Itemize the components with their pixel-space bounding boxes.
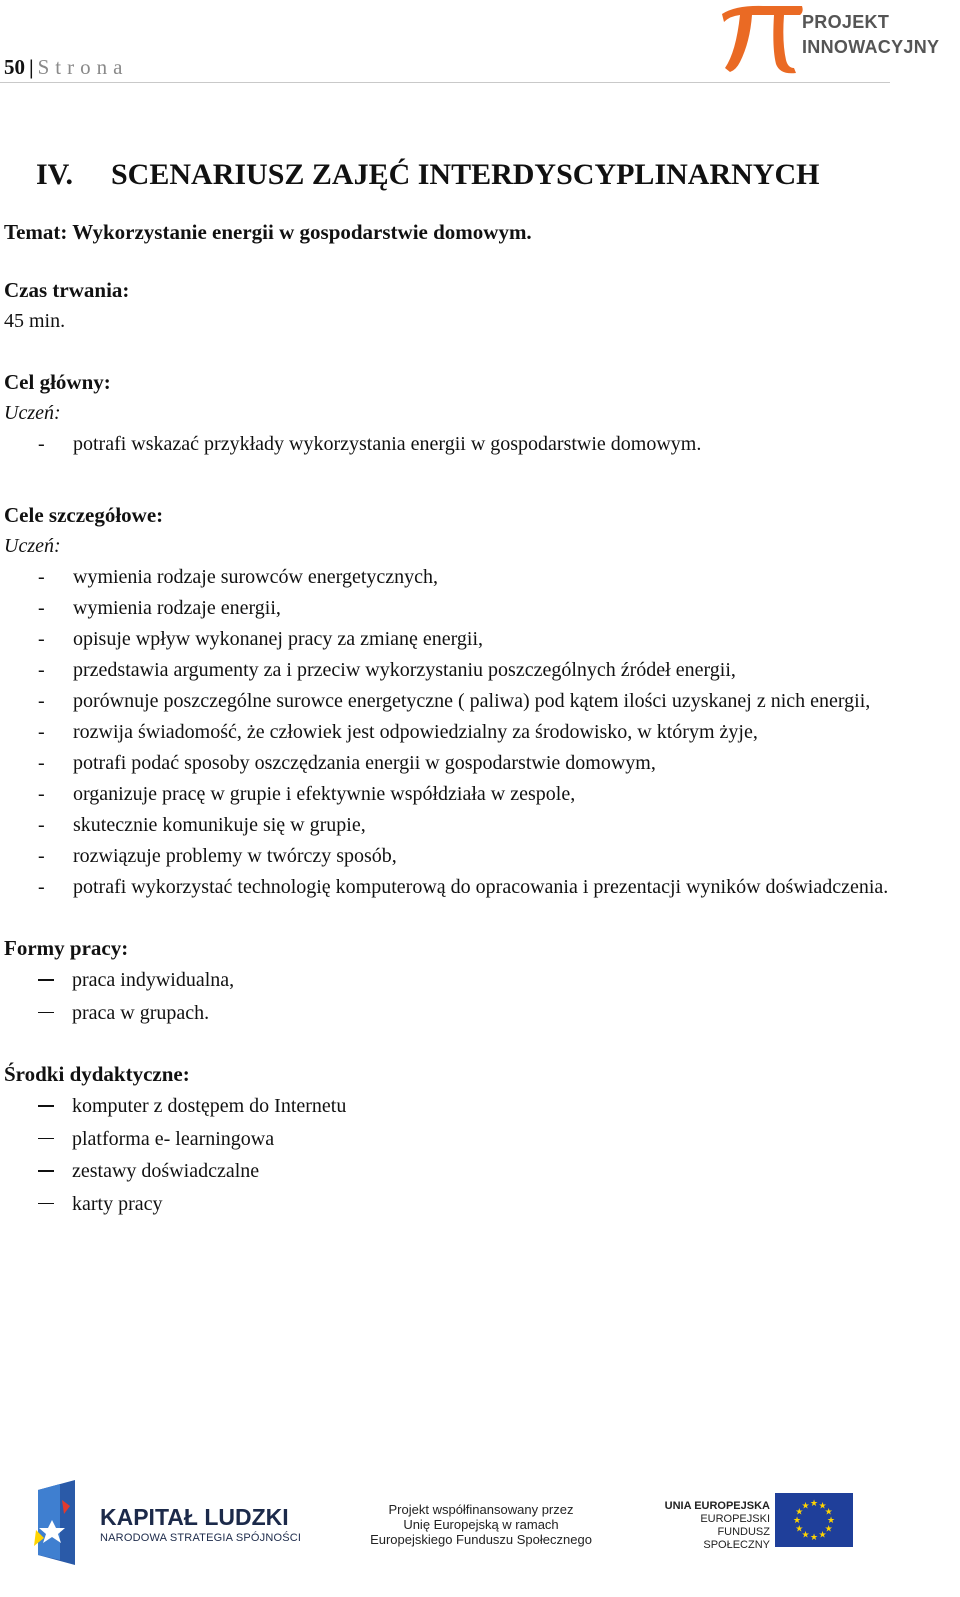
list-item bbox=[4, 810, 894, 841]
header-divider bbox=[0, 82, 890, 83]
list-item bbox=[4, 717, 894, 748]
list-item-text: porównuje poszczególne surowce energetyczne ( paliwa) pod kątem ilości uzyskanej z nich energii, bbox=[73, 690, 871, 712]
list-item-text: praca w grupach. bbox=[72, 1001, 210, 1024]
list-item bbox=[4, 841, 894, 872]
list-item bbox=[4, 1090, 894, 1123]
list-item bbox=[4, 1123, 894, 1156]
duration-value: 45 min. bbox=[4, 310, 66, 332]
kapital-ludzki-subtitle: NARODOWA STRATEGIA SPÓJNOŚCI bbox=[100, 1532, 302, 1544]
page-number-separator: | bbox=[29, 55, 34, 79]
list-item bbox=[4, 748, 894, 779]
cofinance-line-2: Unię Europejską w ramach bbox=[403, 1517, 559, 1532]
list-item-text: opisuje wpływ wykonanej pracy za zmianę energii, bbox=[73, 628, 484, 650]
eu-star-icon: ★ bbox=[792, 1515, 802, 1525]
eu-flag-icon bbox=[775, 1493, 853, 1547]
eu-star-icon: ★ bbox=[824, 1506, 833, 1517]
detailed-goals-student: Uczeń: bbox=[4, 535, 61, 557]
eu-line-1: UNIA EUROPEJSKA bbox=[664, 1500, 770, 1512]
list-item-text: potrafi wskazać przykłady wykorzystania energii w gospodarstwie domowym. bbox=[73, 433, 702, 455]
list-item bbox=[4, 1188, 894, 1221]
dash-marker: - bbox=[38, 628, 45, 650]
list-item-text: skutecznie komunikuje się w grupie, bbox=[73, 814, 366, 836]
dash-marker: - bbox=[38, 752, 45, 774]
dash-marker: - bbox=[38, 783, 45, 805]
cofinance-line-1: Projekt współfinansowany przez bbox=[388, 1502, 574, 1517]
list-item bbox=[4, 779, 894, 810]
dash-marker: - bbox=[38, 814, 45, 836]
list-item bbox=[4, 997, 894, 1030]
duration-label: Czas trwania: bbox=[4, 278, 130, 302]
dash-marker bbox=[38, 1138, 54, 1140]
eu-star-icon: ★ bbox=[795, 1506, 804, 1517]
list-item-text: praca indywidualna, bbox=[72, 969, 235, 991]
cofinance-line-3: Europejskiego Funduszu Społecznego bbox=[370, 1532, 592, 1547]
list-item bbox=[4, 429, 894, 460]
chapter-title-text: SCENARIUSZ ZAJĘĆ INTERDYSCYPLINARNYCH bbox=[111, 158, 820, 191]
logo-line-2: INNOWACYJNY bbox=[802, 37, 940, 57]
main-goal-label: Cel główny: bbox=[4, 370, 111, 394]
eu-star-icon: ★ bbox=[809, 1532, 819, 1542]
pi-logo-icon bbox=[716, 2, 806, 74]
eu-star-icon: ★ bbox=[809, 1498, 819, 1508]
list-item-text: organizuje pracę w grupie i efektywnie współdziała w zespole, bbox=[73, 783, 576, 805]
dash-marker bbox=[38, 1105, 54, 1107]
eu-line-3: FUNDUSZ SPOŁECZNY bbox=[703, 1526, 770, 1551]
page-header bbox=[0, 0, 960, 95]
list-item-text: rozwija świadomość, że człowiek jest odpowiedzialny za środowisko, w którym żyje, bbox=[73, 721, 758, 743]
list-item-text: przedstawia argumenty za i przeciw wykorzystaniu poszczególnych źródeł energii, bbox=[73, 659, 736, 681]
logo-line-1: PROJEKT bbox=[802, 12, 890, 32]
eu-star-icon: ★ bbox=[795, 1523, 804, 1534]
list-item-text: zestawy doświadczalne bbox=[72, 1160, 260, 1182]
list-item-text: platforma e- learningowa bbox=[72, 1127, 275, 1150]
list-item-text: potrafi podać sposoby oszczędzania energii w gospodarstwie domowym, bbox=[73, 752, 656, 774]
list-item bbox=[4, 1155, 894, 1188]
page-footer bbox=[0, 1470, 960, 1597]
page-number bbox=[4, 55, 128, 80]
list-item bbox=[4, 964, 894, 997]
eu-fund-label bbox=[650, 1500, 770, 1552]
list-item-text: karty pracy bbox=[72, 1192, 163, 1215]
main-goal-list bbox=[4, 429, 894, 460]
eu-star-icon: ★ bbox=[826, 1515, 836, 1525]
kapital-ludzki-logo-icon bbox=[30, 1480, 85, 1565]
dash-marker: - bbox=[38, 845, 45, 867]
chapter-number: IV. bbox=[36, 158, 73, 191]
dash-marker: - bbox=[38, 721, 45, 743]
list-item bbox=[4, 655, 894, 686]
list-item bbox=[4, 593, 894, 624]
eu-star-icon: ★ bbox=[818, 1529, 827, 1540]
lesson-topic: Temat: Wykorzystanie energii w gospodarstwie domowym. bbox=[4, 220, 532, 244]
dash-marker: - bbox=[38, 597, 45, 619]
dash-marker: - bbox=[38, 433, 45, 455]
list-item-text: potrafi wykorzystać technologię komputerową do opracowania i prezentacji wyników doświadczenia. bbox=[73, 876, 889, 898]
eu-star-icon: ★ bbox=[801, 1500, 810, 1511]
dash-marker bbox=[38, 1203, 54, 1205]
detailed-goals-list bbox=[4, 562, 894, 903]
dash-marker bbox=[38, 1170, 54, 1172]
list-item bbox=[4, 686, 894, 717]
work-forms-list bbox=[4, 964, 894, 1029]
eu-star-icon: ★ bbox=[824, 1523, 833, 1534]
teaching-aids-list bbox=[4, 1090, 894, 1220]
page-number-value: 50 bbox=[4, 55, 25, 79]
list-item-text: wymienia rodzaje energii, bbox=[73, 597, 281, 619]
list-item-text: wymienia rodzaje surowców energetycznych, bbox=[73, 566, 439, 588]
teaching-aids-label: Środki dydaktyczne: bbox=[4, 1062, 190, 1086]
work-forms-label: Formy pracy: bbox=[4, 936, 129, 960]
list-item bbox=[4, 562, 894, 593]
list-item-text: rozwiązuje problemy w twórczy sposób, bbox=[73, 845, 397, 867]
dash-marker: - bbox=[38, 690, 45, 712]
chapter-title bbox=[4, 158, 894, 192]
list-item bbox=[4, 624, 894, 655]
main-goal-student: Uczeń: bbox=[4, 402, 61, 424]
list-item-text: komputer z dostępem do Internetu bbox=[72, 1095, 347, 1117]
dash-marker bbox=[38, 1012, 54, 1014]
project-logo-text bbox=[802, 10, 939, 60]
detailed-goals-label: Cele szczegółowe: bbox=[4, 503, 164, 527]
page-word: Strona bbox=[37, 55, 129, 79]
dash-marker bbox=[38, 979, 54, 981]
eu-line-2: EUROPEJSKI bbox=[700, 1513, 770, 1525]
dash-marker: - bbox=[38, 876, 45, 898]
dash-marker: - bbox=[38, 566, 45, 588]
cofinance-note bbox=[365, 1502, 597, 1547]
dash-marker: - bbox=[38, 659, 45, 681]
list-item bbox=[4, 872, 894, 903]
eu-star-icon: ★ bbox=[801, 1529, 810, 1540]
document-body bbox=[4, 158, 894, 1220]
eu-star-icon: ★ bbox=[818, 1500, 827, 1511]
kapital-ludzki-title: KAPITAŁ LUDZKI bbox=[100, 1504, 289, 1530]
